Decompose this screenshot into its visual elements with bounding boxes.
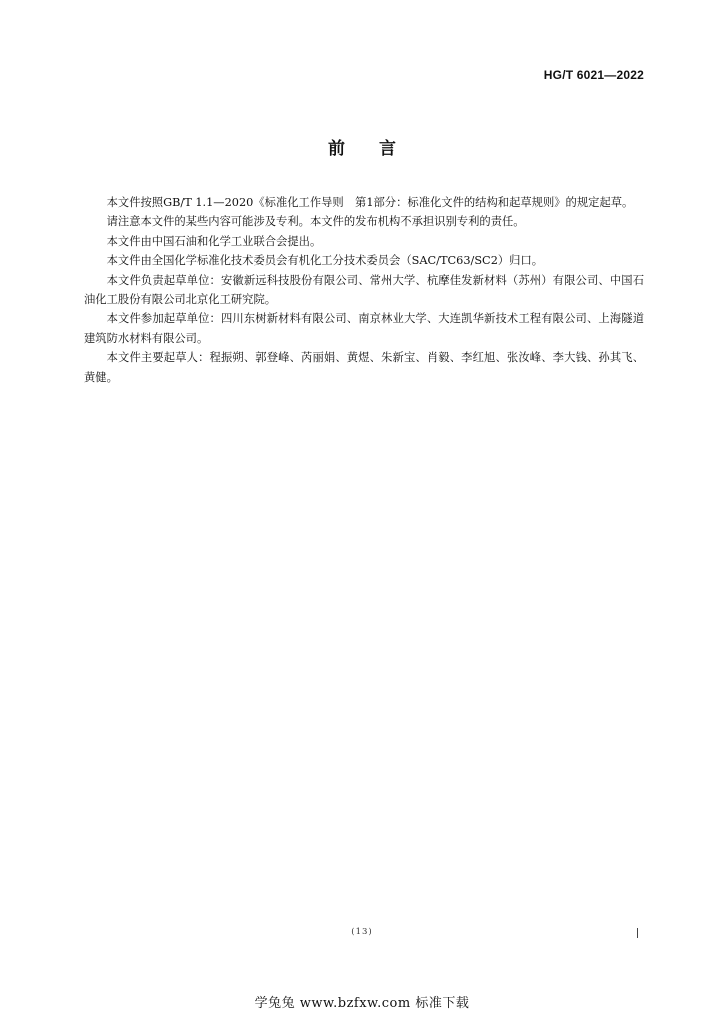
standard-code: HG/T 6021—2022 [543,68,644,82]
page-number: (13) [351,927,373,937]
margin-mark [637,928,638,938]
paragraph-patent-notice: 请注意本文件的某些内容可能涉及专利。本文件的发布机构不承担识别专利的责任。 [106,215,525,229]
page-title: 前言 [328,139,430,159]
paragraph-responsible-units: 本文件负责起草单位：安徽新远科技股份有限公司、常州大学、杭摩佳发新材料（苏州）有限公司、中国石油化工股份有限公司北京化工研究院。 [84,273,644,307]
watermark-text: 学兔兔 www.bzfxw.com 标准下载 [254,996,470,1011]
paragraph-proposer: 本文件由中国石油和化学工业联合会提出。 [106,234,322,248]
paragraph-participating-units: 本文件参加起草单位：四川东树新材料有限公司、南京林业大学、大连凯华新技术工程有限公司、上海隧道建筑防水材料有限公司。 [84,312,644,345]
paragraph-drafters: 本文件主要起草人：程振朔、郭登峰、芮丽娟、黄煜、朱新宝、肖毅、李红旭、张汝峰、李大钱、孙其飞、黄健。 [84,351,644,384]
paragraph-committee: 本文件由全国化学标准化技术委员会有机化工分技术委员会（SAC/TC63/SC2）归口。 [106,254,544,268]
paragraph-drafting-rules: 本文件按照GB/T 1.1—2020《标准化工作导则 第1部分：标准化文件的结构和起草规则》的规定起草。 [106,196,634,209]
foreword-body [84,193,644,387]
